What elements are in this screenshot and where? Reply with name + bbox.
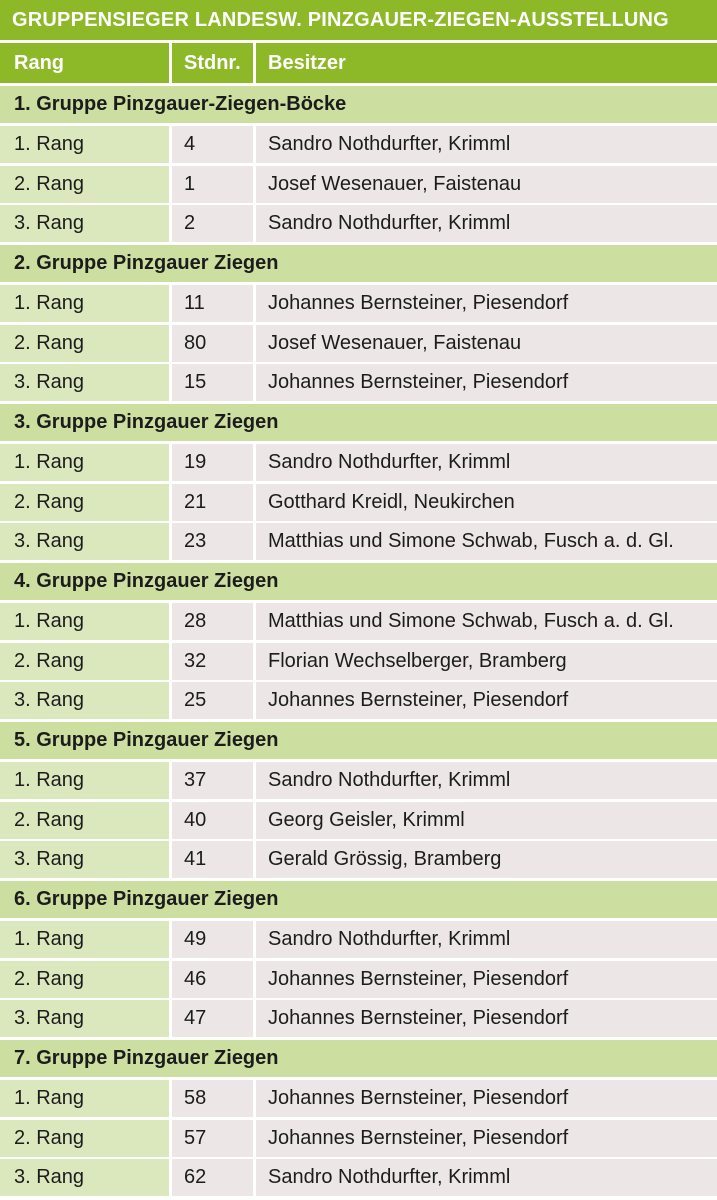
rank-cell: 1. Rang: [0, 1080, 172, 1117]
stand-number-cell: 19: [172, 444, 256, 481]
rank-cell: 2. Rang: [0, 961, 172, 998]
stand-number-cell: 62: [172, 1159, 256, 1196]
rank-cell: 2. Rang: [0, 325, 172, 362]
table-row: [0, 841, 717, 878]
owner-cell: Sandro Nothdurfter, Krimml: [256, 205, 717, 242]
stand-number-cell: 11: [172, 285, 256, 322]
column-header-rang: Rang: [0, 43, 172, 83]
stand-number-cell: 32: [172, 643, 256, 680]
stand-number-cell: 58: [172, 1080, 256, 1117]
table-row: [0, 325, 717, 362]
owner-cell: Josef Wesenauer, Faistenau: [256, 325, 717, 362]
table-title: GRUPPENSIEGER LANDESW. PINZGAUER-ZIEGEN-AUSSTELLUNG: [0, 0, 717, 40]
rank-cell: 1. Rang: [0, 285, 172, 322]
rank-cell: 2. Rang: [0, 643, 172, 680]
owner-cell: Sandro Nothdurfter, Krimml: [256, 126, 717, 163]
stand-number-cell: 37: [172, 762, 256, 799]
table-row: [0, 961, 717, 998]
owner-cell: Johannes Bernsteiner, Piesendorf: [256, 1080, 717, 1117]
table-row: [0, 205, 717, 242]
table-row: [0, 444, 717, 481]
group-heading-row: 4. Gruppe Pinzgauer Ziegen: [0, 563, 717, 600]
stand-number-cell: 40: [172, 802, 256, 839]
table-row: [0, 643, 717, 680]
owner-cell: Matthias und Simone Schwab, Fusch a. d. Gl.: [256, 603, 717, 640]
table-row: [0, 1000, 717, 1037]
table-row: [0, 682, 717, 719]
rank-cell: 3. Rang: [0, 1159, 172, 1196]
stand-number-cell: 80: [172, 325, 256, 362]
table-row: [0, 1159, 717, 1196]
group-heading-row: 2. Gruppe Pinzgauer Ziegen: [0, 245, 717, 282]
owner-cell: Johannes Bernsteiner, Piesendorf: [256, 1000, 717, 1037]
rank-cell: 1. Rang: [0, 603, 172, 640]
owner-cell: Johannes Bernsteiner, Piesendorf: [256, 682, 717, 719]
group-heading-row: 3. Gruppe Pinzgauer Ziegen: [0, 404, 717, 441]
owner-cell: Josef Wesenauer, Faistenau: [256, 166, 717, 203]
owner-cell: Gotthard Kreidl, Neukirchen: [256, 484, 717, 521]
table-row: [0, 603, 717, 640]
stand-number-cell: 49: [172, 921, 256, 958]
owner-cell: Sandro Nothdurfter, Krimml: [256, 1159, 717, 1196]
table-row: [0, 364, 717, 401]
owner-cell: Matthias und Simone Schwab, Fusch a. d. Gl.: [256, 523, 717, 560]
stand-number-cell: 57: [172, 1120, 256, 1157]
table-row: [0, 921, 717, 958]
owner-cell: Sandro Nothdurfter, Krimml: [256, 762, 717, 799]
rank-cell: 2. Rang: [0, 166, 172, 203]
owner-cell: Sandro Nothdurfter, Krimml: [256, 444, 717, 481]
stand-number-cell: 1: [172, 166, 256, 203]
rank-cell: 2. Rang: [0, 802, 172, 839]
column-header-row: [0, 43, 717, 83]
owner-cell: Georg Geisler, Krimml: [256, 802, 717, 839]
rank-cell: 1. Rang: [0, 762, 172, 799]
column-header-stdnr: Stdnr.: [172, 43, 256, 83]
rank-cell: 3. Rang: [0, 841, 172, 878]
owner-cell: Johannes Bernsteiner, Piesendorf: [256, 1120, 717, 1157]
stand-number-cell: 23: [172, 523, 256, 560]
rank-cell: 1. Rang: [0, 921, 172, 958]
table-row: [0, 802, 717, 839]
group-heading-row: 6. Gruppe Pinzgauer Ziegen: [0, 881, 717, 918]
rank-cell: 3. Rang: [0, 682, 172, 719]
group-heading-row: 1. Gruppe Pinzgauer-Ziegen-Böcke: [0, 86, 717, 123]
rank-cell: 2. Rang: [0, 484, 172, 521]
rank-cell: 3. Rang: [0, 364, 172, 401]
table-row: [0, 484, 717, 521]
owner-cell: Johannes Bernsteiner, Piesendorf: [256, 364, 717, 401]
group-heading-row: 7. Gruppe Pinzgauer Ziegen: [0, 1040, 717, 1077]
table-row: [0, 762, 717, 799]
table-row: [0, 166, 717, 203]
rank-cell: 3. Rang: [0, 523, 172, 560]
stand-number-cell: 2: [172, 205, 256, 242]
table-row: [0, 126, 717, 163]
rank-cell: 2. Rang: [0, 1120, 172, 1157]
owner-cell: Sandro Nothdurfter, Krimml: [256, 921, 717, 958]
rank-cell: 3. Rang: [0, 1000, 172, 1037]
stand-number-cell: 46: [172, 961, 256, 998]
stand-number-cell: 4: [172, 126, 256, 163]
table-row: [0, 285, 717, 322]
stand-number-cell: 41: [172, 841, 256, 878]
owner-cell: Florian Wechselberger, Bramberg: [256, 643, 717, 680]
rank-cell: 1. Rang: [0, 126, 172, 163]
rank-cell: 1. Rang: [0, 444, 172, 481]
owner-cell: Johannes Bernsteiner, Piesendorf: [256, 961, 717, 998]
table-row: [0, 1080, 717, 1117]
stand-number-cell: 25: [172, 682, 256, 719]
stand-number-cell: 21: [172, 484, 256, 521]
table-row: [0, 523, 717, 560]
stand-number-cell: 28: [172, 603, 256, 640]
owner-cell: Johannes Bernsteiner, Piesendorf: [256, 285, 717, 322]
stand-number-cell: 15: [172, 364, 256, 401]
stand-number-cell: 47: [172, 1000, 256, 1037]
column-header-besitzer: Besitzer: [256, 43, 717, 83]
rank-cell: 3. Rang: [0, 205, 172, 242]
group-heading-row: 5. Gruppe Pinzgauer Ziegen: [0, 722, 717, 759]
owner-cell: Gerald Grössig, Bramberg: [256, 841, 717, 878]
table-row: [0, 1120, 717, 1157]
